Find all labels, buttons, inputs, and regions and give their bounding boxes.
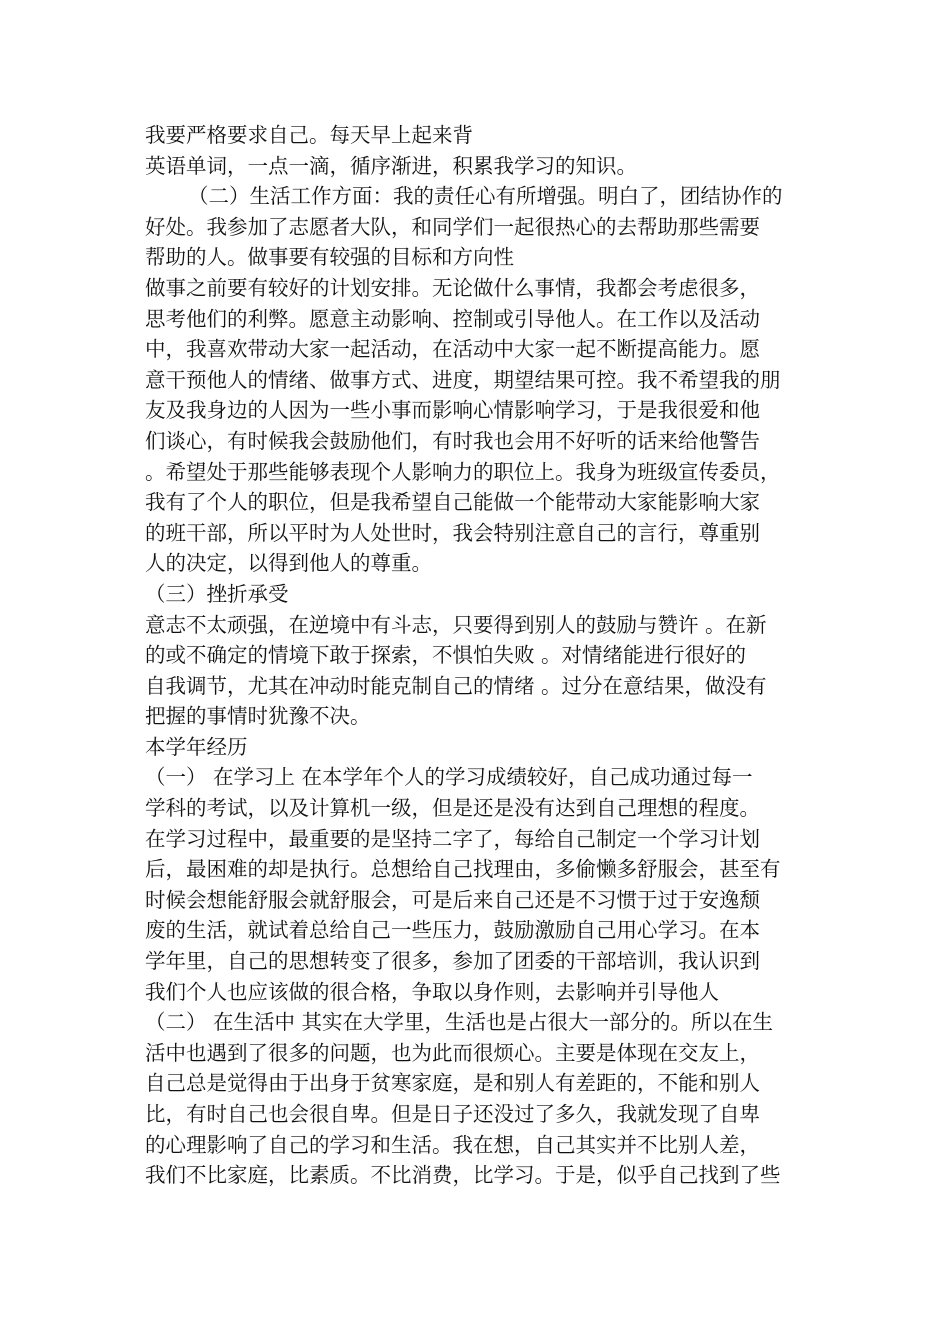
text-line: 把握的事情时犹豫不决。 [145,704,371,729]
text-line: 中，我喜欢带动大家一起活动，在活动中大家一起不断提高能力。愿 [145,337,760,362]
text-line: 的或不确定的情境下敢于探索，不惧怕失败 。对情绪能进行很好的 [145,643,747,668]
text-line: 做事之前要有较好的计划安排。无论做什么事情，我都会考虑很多， [145,275,760,300]
text-line: 比，有时自己也会很自卑。但是日子还没过了多久，我就发现了自卑 [145,1102,760,1126]
text-line: 人的决定，以得到他人的尊重。 [145,551,432,576]
text-line: 我们不比家庭，比素质。不比消费，比学习。于是，似乎自己找到了些 [145,1163,781,1188]
text-line: （二）生活工作方面：我的责任心有所增强。明白了，团结协作的 [188,184,783,209]
text-line: 时候会想能舒服会就舒服会，可是后来自己还是不习惯于过于安逸颓 [145,887,760,912]
text-line: （二） 在生活中 其实在大学里，生活也是占很大一部分的。所以在生 [145,1010,774,1035]
text-line: 的心理影响了自己的学习和生活。我在想，自己其实并不比别人差， [145,1132,760,1157]
text-line: 帮助的人。做事要有较强的目标和方向性 [145,245,514,270]
text-line: 活中也遇到了很多的问题，也为此而很烦心。主要是体现在交友上， [145,1040,760,1065]
text-line: 思考他们的利弊。愿意主动影响、控制或引导他人。在工作以及活动 [145,306,760,331]
text-line: （一） 在学习上 在本学年个人的学习成绩较好，自己成功通过每一 [145,765,753,790]
text-line: 我有了个人的职位，但是我希望自己能做一个能带动大家能影响大家 [145,490,760,515]
section-heading: （三）挫折承受 [145,581,289,606]
text-line: 意志不太顽强，在逆境中有斗志，只要得到别人的鼓励与赞许 。在新 [145,612,767,637]
text-line: 自己总是觉得由于出身于贫寒家庭，是和别人有差距的，不能和别人 [145,1071,760,1096]
text-line: 学年里，自己的思想转变了很多，参加了团委的干部培训，我认识到 [145,949,760,974]
text-line: 们谈心，有时候我会鼓励他们，有时我也会用不好听的话来给他警告 [145,428,760,453]
text-line: 友及我身边的人因为一些小事而影响心情影响学习，于是我很爱和他 [145,398,760,423]
text-line: 在学习过程中，最重要的是坚持二字了，每给自己制定一个学习计划 [145,826,760,851]
text-line: 废的生活，就试着总给自己一些压力，鼓励激励自己用心学习。在本 [145,918,760,943]
text-line: 的班干部，所以平时为人处世时，我会特别注意自己的言行，尊重别 [145,520,760,545]
text-line: 。希望处于那些能够表现个人影响力的职位上。我身为班级宣传委员， [145,459,781,484]
text-line: 好处。我参加了志愿者大队，和同学们一起很热心的去帮助那些需要 [145,214,760,239]
text-line: 我们个人也应该做的很合格，争取以身作则，去影响并引导他人 [145,979,719,1004]
document-body [145,120,815,1191]
text-line: 英语单词，一点一滴，循序渐进，积累我学习的知识。 [145,153,637,178]
section-heading: 本学年经历 [145,734,248,759]
text-line: 我要严格要求自己。每天早上起来背 [145,123,473,147]
text-line: 学科的考试，以及计算机一级，但是还是没有达到自己理想的程度。 [145,796,760,821]
text-line: 后，最困难的却是执行。总想给自己找理由，多偷懒多舒服会，甚至有 [145,857,781,882]
text-line: 意干预他人的情绪、做事方式、进度，期望结果可控。我不希望我的朋 [145,367,781,392]
text-line: 自我调节，尤其在冲动时能克制自己的情绪 。过分在意结果，做没有 [145,673,767,698]
